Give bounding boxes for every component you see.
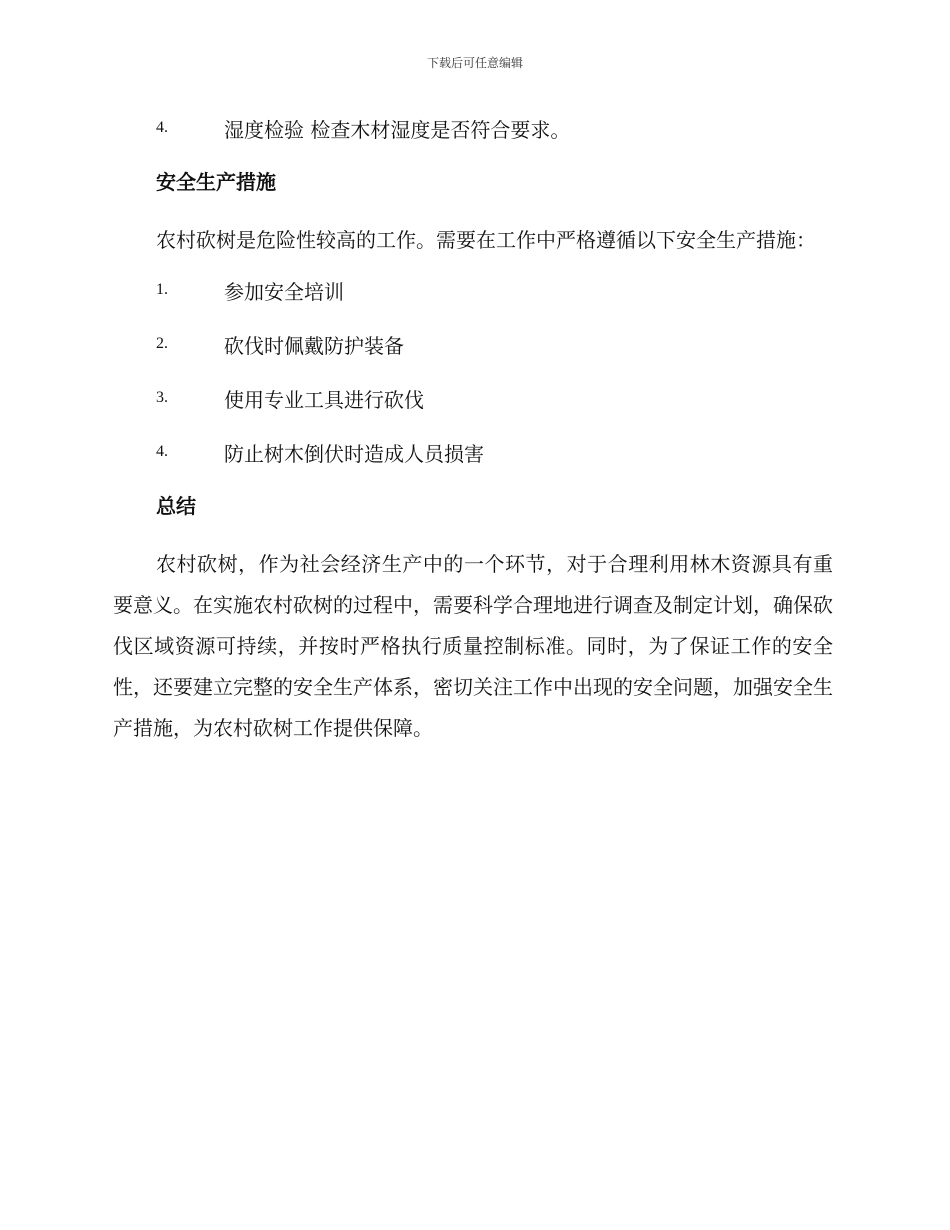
list-item-text: 湿度检验 检查木材湿度是否符合要求。 — [224, 117, 571, 142]
list-item-number: 2. — [156, 335, 168, 352]
list-item-number: 4. — [156, 119, 168, 136]
list-item — [113, 112, 833, 144]
list-item — [113, 328, 833, 360]
list-item-text: 砍伐时佩戴防护装备 — [224, 333, 404, 358]
list-item-number: 3. — [156, 389, 168, 406]
list-item-text: 使用专业工具进行砍伐 — [224, 387, 424, 412]
page-header: 下载后可任意编辑 — [426, 56, 523, 70]
section-heading-safety: 安全生产措施 — [156, 170, 276, 194]
list-item-text: 防止树木倒伏时造成人员损害 — [224, 441, 484, 466]
list-item-number: 1. — [156, 281, 168, 298]
list-item-number: 4. — [156, 443, 168, 460]
list-item — [113, 382, 833, 414]
document-content — [113, 112, 833, 762]
summary-paragraph: 农村砍树，作为社会经济生产中的一个环节，对于合理利用林木资源具有重要意义。在实施农村砍树的过程中，需要科学合理地进行调查及制定计划，确保砍伐区域资源可持续，并按时严格执行质量控制标准。同时，为了保证工作的安全性，还要建立完整的安全生产体系，密切关注工作中出现的安全问题，加强安全生产措施，为农村砍树工作提供保障。 — [113, 552, 833, 740]
section-heading-summary: 总结 — [156, 494, 196, 518]
list-item — [113, 274, 833, 306]
safety-intro-paragraph: 农村砍树是危险性较高的工作。需要在工作中严格遵循以下安全生产措施： — [156, 228, 816, 252]
list-item — [113, 436, 833, 468]
list-item-text: 参加安全培训 — [224, 279, 344, 304]
